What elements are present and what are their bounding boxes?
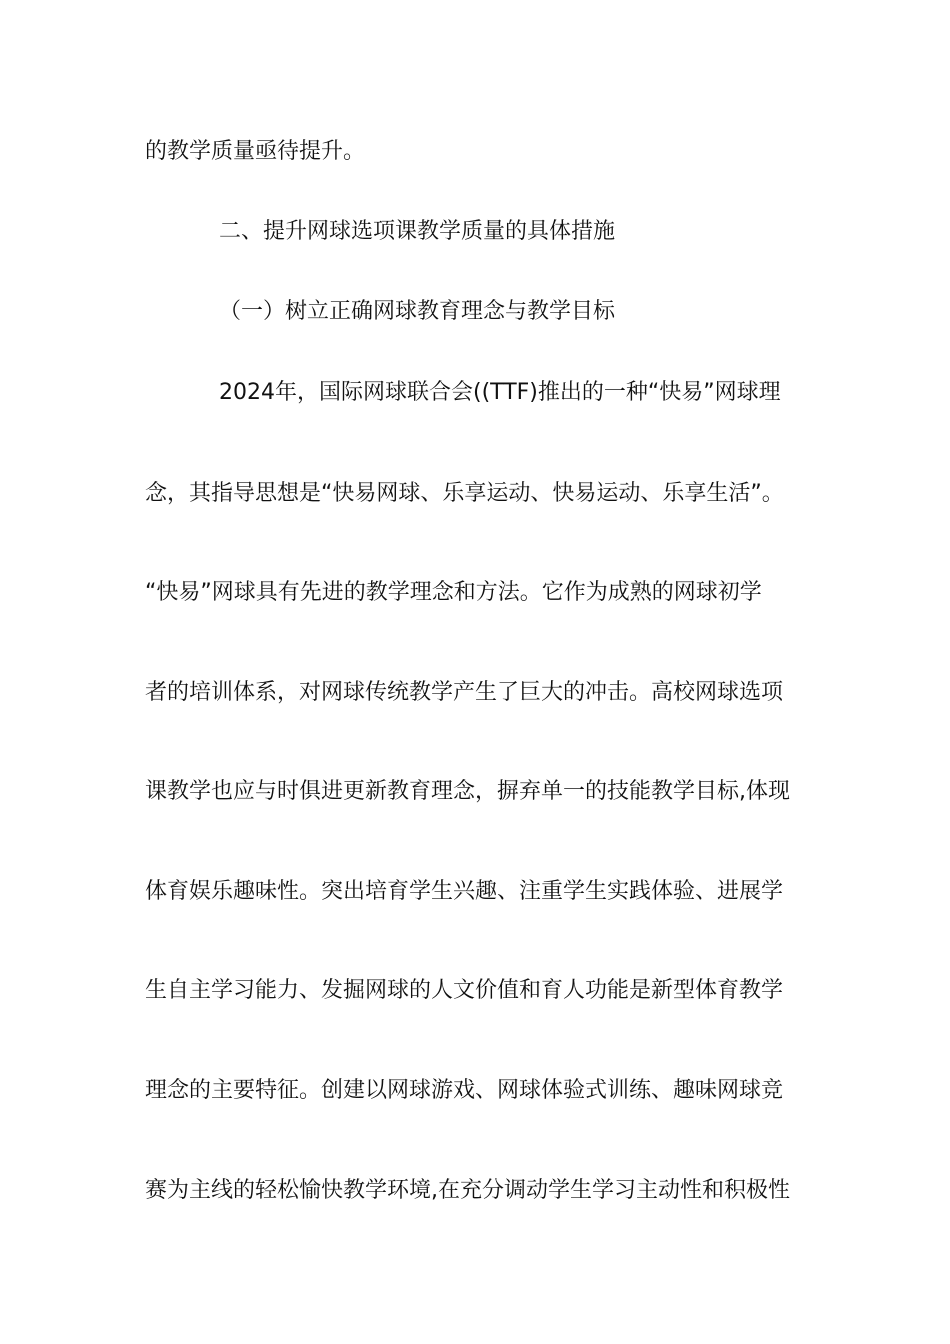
section-heading: 二、提升网球选项课教学质量的具体措施 [219, 219, 616, 244]
paragraph-line: 理念的主要特征。创建以网球游戏、网球体验式训练、趣味网球竞 [145, 1078, 784, 1103]
paragraph-line: “快易”网球具有先进的教学理念和方法。它作为成熟的网球初学 [145, 580, 762, 605]
subsection-heading: （一）树立正确网球教育理念与教学目标 [219, 299, 616, 324]
paragraph-line: 体育娱乐趣味性。突出培育学生兴趣、注重学生实践体验、进展学 [145, 879, 784, 904]
paragraph-line: 课教学也应与时俱进更新教育理念，摒弃单一的技能教学目标,体现 [145, 779, 790, 804]
paragraph-line: 念，其指导思想是“快易网球、乐享运动、快易运动、乐享生活”。 [145, 481, 784, 506]
paragraph-line: 生自主学习能力、发掘网球的人文价值和育人功能是新型体育教学 [145, 978, 784, 1003]
paragraph-line: 的教学质量亟待提升。 [145, 139, 366, 164]
paragraph-line: 2024年，国际网球联合会((TTF)推出的一种“快易”网球理 [219, 380, 781, 405]
paragraph-line: 者的培训体系，对网球传统教学产生了巨大的冲击。高校网球选项 [145, 680, 784, 705]
paragraph-line: 赛为主线的轻松愉快教学环境,在充分调动学生学习主动性和积极性 [145, 1178, 790, 1203]
